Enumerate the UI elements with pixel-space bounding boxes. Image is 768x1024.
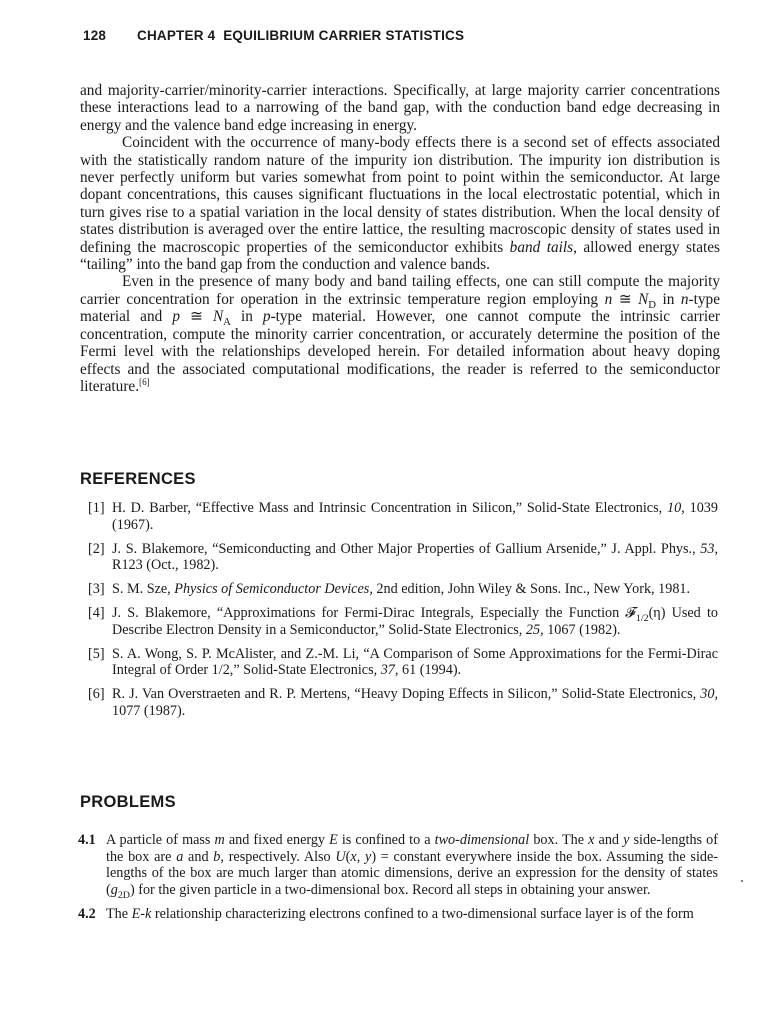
problem-number: 4.1 xyxy=(78,832,96,848)
reference-volume: 37 xyxy=(380,662,395,678)
reference-body: J. S. Blakemore, “Approximations for Fermi-Dirac Integrals, Especially the Function 𝓕 xyxy=(112,605,636,621)
reference-tail: , 61 (1994). xyxy=(394,662,462,678)
references-list xyxy=(88,500,718,727)
reference-number: [2] xyxy=(88,540,105,557)
text-run: and xyxy=(594,832,624,848)
reference-item xyxy=(88,581,718,598)
paragraph-3-text-a: Even in the presence of many body and band tailing effects, one can still compute the majority carrier concentration for operation in the extrinsic temperature region employing xyxy=(80,273,720,308)
paragraph-1-text: and majority-carrier/minority-carrier interactions. Specifically, at large majority carrier concentrations these interactions lead to a narrowing of the band gap, with the conduction band edge decreasing in energy and the valence band edge increasing in energy. xyxy=(80,82,720,134)
reference-item xyxy=(88,500,718,533)
symbol-U: U xyxy=(335,848,346,865)
reference-number: [4] xyxy=(88,605,105,621)
reference-tail: , R123 (Oct., 1982). xyxy=(112,540,718,573)
reference-tail: , 1039 (1967). xyxy=(112,500,718,533)
reference-volume: 10 xyxy=(667,500,682,516)
approx-sign: ≅ xyxy=(612,290,639,308)
paragraph-1 xyxy=(80,82,720,134)
text-run: , respectively. Also xyxy=(220,848,336,865)
reference-text xyxy=(112,541,718,574)
text-run: is confined to a xyxy=(337,832,435,848)
symbol-n: n xyxy=(604,290,613,308)
reference-body: S. M. Sze, xyxy=(112,581,175,597)
symbol-E-k: E-k xyxy=(131,906,152,923)
problem-number: 4.2 xyxy=(78,906,96,923)
reference-text xyxy=(112,500,718,533)
reference-subscript: 1/2 xyxy=(635,612,649,624)
problem-text xyxy=(106,832,718,901)
reference-body: H. D. Barber, “Effective Mass and Intrinsic Concentration in Silicon,” Solid-State Electronics, xyxy=(112,500,668,516)
running-head xyxy=(83,28,703,43)
symbol-m: m xyxy=(214,832,225,848)
text-run: and fixed energy xyxy=(224,832,330,848)
text-run: relationship characterizing electrons confined to a two-dimensional surface layer is of the form xyxy=(151,906,694,923)
symbol-n-type: n xyxy=(680,290,689,308)
reference-text xyxy=(112,581,718,598)
paragraph-3-text-b: in xyxy=(656,290,681,308)
paragraph-3 xyxy=(80,273,720,395)
scan-speck xyxy=(741,880,743,882)
symbol-p-type: p xyxy=(262,308,271,326)
paragraph-3-text-d: in xyxy=(230,308,263,326)
reference-item xyxy=(88,646,718,679)
reference-item xyxy=(88,686,718,719)
text-run: box. The xyxy=(529,832,589,848)
paragraph-2-text-b: , allowed energy states “tailing” into the band gap from the conduction and valence bands. xyxy=(80,238,721,274)
subscript-2D: 2D xyxy=(117,889,130,901)
reference-volume: 30 xyxy=(700,686,715,702)
citation-marker[interactable]: [6] xyxy=(139,376,150,387)
page-number: 128 xyxy=(83,28,107,43)
symbol-x: x xyxy=(350,848,357,865)
text-run: and xyxy=(183,848,214,865)
approx-sign: ≅ xyxy=(179,308,213,326)
reference-item xyxy=(88,541,718,574)
body-text xyxy=(80,82,720,395)
reference-number: [5] xyxy=(88,645,105,662)
problem-4-1 xyxy=(78,832,718,901)
reference-body: J. S. Blakemore, “Semiconducting and Other Major Properties of Gallium Arsenide,” J. Appl. Phys., xyxy=(112,540,701,557)
reference-body: R. J. Van Overstraeten and R. P. Mertens, “Heavy Doping Effects in Silicon,” Solid-State Electronics, xyxy=(112,686,701,702)
problems-list xyxy=(78,832,718,931)
text-run: ) = constant everywhere inside the box. Assuming the side-lengths of the box are much larger than atomic dimensions, derive an expression for the density of states ( xyxy=(106,848,718,898)
subscript-D: D xyxy=(648,298,656,311)
symbol-p: p xyxy=(172,308,180,326)
reference-tail: , 2nd edition, John Wiley & Sons. Inc., New York, 1981. xyxy=(369,581,691,597)
symbol-a: a xyxy=(176,848,184,865)
subscript-A: A xyxy=(223,316,231,329)
reference-number: [3] xyxy=(88,581,105,597)
text-run: ) for the given particle in a two-dimensional box. Record all steps in obtaining your answer. xyxy=(129,881,651,898)
paragraph-3-text-c: -type material and xyxy=(80,290,720,326)
reference-number: [6] xyxy=(88,686,105,702)
paragraph-2 xyxy=(80,134,720,273)
text-run: , xyxy=(356,848,365,865)
symbol-N: N xyxy=(638,290,649,308)
reference-body: S. A. Wong, S. P. McAlister, and Z.-M. Li, “A Comparison of Some Approximations for the Fermi-Dirac Integral of Order 1/2,” Solid-State Electronics, xyxy=(112,645,718,678)
chapter-title: CHAPTER 4 EQUILIBRIUM CARRIER STATISTICS xyxy=(137,28,465,43)
problem-4-2 xyxy=(78,906,718,923)
symbol-N: N xyxy=(212,308,224,326)
emphasis-two-dimensional: two-dimensional xyxy=(434,832,530,848)
references-heading: REFERENCES xyxy=(80,470,196,488)
reference-volume: 53 xyxy=(700,540,715,557)
reference-number: [1] xyxy=(88,500,105,516)
reference-text xyxy=(112,646,718,679)
reference-text xyxy=(112,686,718,719)
paragraph-3-text-e: -type material. However, one cannot compute the intrinsic carrier concentration, compute the minority carrier concentration, or accurately determine the position of the Fermi level with the relationships developed herein. For detailed information about heavy doping effects and the associated computational modifications, the reader is referred to the semiconductor literature. xyxy=(80,308,720,395)
text-run: A particle of mass xyxy=(106,832,215,848)
reference-item xyxy=(88,605,718,638)
reference-text xyxy=(112,605,718,638)
reference-book-title: Physics of Semiconductor Devices xyxy=(174,581,370,597)
reference-tail: , 1077 (1987). xyxy=(112,686,718,719)
symbol-b: b xyxy=(213,848,221,865)
paragraph-2-text-a: Coincident with the occurrence of many-body effects there is a second set of effects associated with the statistically random nature of the impurity ion distribution. The impurity ion distribution is never perfectly uniform but varies somewhat from point to point within the semiconductor. At large dopant concentrations, this causes significant fluctuations in the local electrostatic potential, which in turn gives rise to a spatial variation in the local density of states distribution. When the local density of states distribution is averaged over the entire lattice, the resulting macroscopic density of states used in defining the macroscopic properties of the semiconductor exhibits xyxy=(80,134,720,256)
symbol-x: x xyxy=(588,832,595,848)
problems-heading: PROBLEMS xyxy=(80,793,176,811)
symbol-y: y xyxy=(623,832,630,848)
text-run: ( xyxy=(345,848,351,865)
symbol-y: y xyxy=(365,848,372,865)
text-run: The xyxy=(106,906,132,923)
reference-tail: , 1067 (1982). xyxy=(540,621,621,638)
symbol-g: g xyxy=(110,881,118,898)
reference-volume: 25 xyxy=(525,621,541,638)
symbol-E: E xyxy=(329,832,338,848)
problem-text xyxy=(106,906,718,923)
reference-body-continued: (η) Used to Describe Electron Density in a Semiconductor,” Solid-State Electronics, xyxy=(112,605,718,638)
band-tails-term: band tails xyxy=(509,238,574,256)
text-run: side-lengths of the box are xyxy=(106,832,718,865)
